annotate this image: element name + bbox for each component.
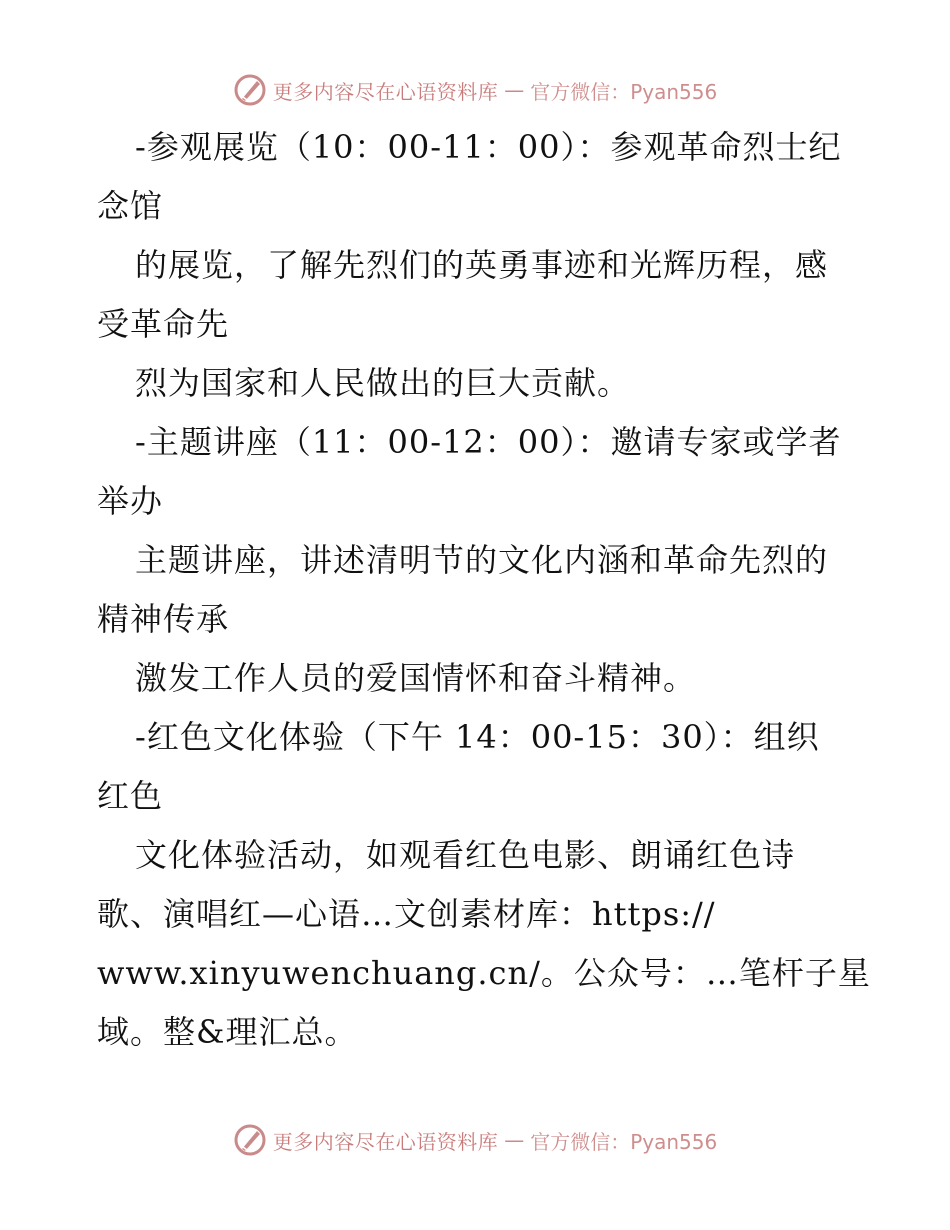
text-line-1: -参观展览（10：00-11：00）：参观革命烈士纪: [135, 128, 842, 166]
text-line-3: 的展览，了解先烈们的英勇事迹和光辉历程，感: [135, 246, 829, 284]
text-line-10: 激发工作人员的爱国情怀和奋斗精神。: [135, 659, 697, 697]
text-line-2: 念馆: [97, 187, 164, 225]
watermark-text: 更多内容尽在心语资料库: [272, 79, 499, 104]
footer-watermark: [0, 1120, 950, 1160]
watermark-separator: —: [504, 1128, 525, 1152]
watermark-account: 官方微信：Pyan556: [530, 79, 718, 104]
quill-pen-logo-icon: [233, 73, 267, 107]
text-line-6: -主题讲座（11：00-12：00）：邀请专家或学者: [135, 423, 842, 461]
text-line-13: 文化体验活动，如观看红色电影、朗诵红色诗: [135, 836, 796, 874]
text-line-5: 烈为国家和人民做出的巨大贡献。: [135, 364, 631, 402]
text-line-15: www.xinyuwenchuang.cn/。公众号：…笔杆子星: [97, 954, 871, 992]
text-line-11: -红色文化体验（下午 14：00-15：30）：组织: [135, 718, 820, 756]
watermark-account: 官方微信：Pyan556: [530, 1129, 718, 1154]
watermark-separator: —: [504, 78, 525, 102]
text-line-9: 精神传承: [97, 600, 230, 638]
watermark-text: 更多内容尽在心语资料库: [272, 1129, 499, 1154]
text-line-7: 举办: [97, 482, 164, 520]
quill-pen-logo-icon: [233, 1123, 267, 1157]
text-line-4: 受革命先: [97, 305, 230, 343]
header-watermark: [0, 70, 950, 110]
text-line-12: 红色: [97, 777, 164, 815]
text-line-16: 域。整&理汇总。: [97, 1013, 358, 1051]
text-line-14: 歌、演唱红—心语…文创素材库：https://: [97, 895, 716, 933]
text-line-8: 主题讲座，讲述清明节的文化内涵和革命先烈的: [135, 541, 829, 579]
document-body: [97, 118, 871, 1062]
